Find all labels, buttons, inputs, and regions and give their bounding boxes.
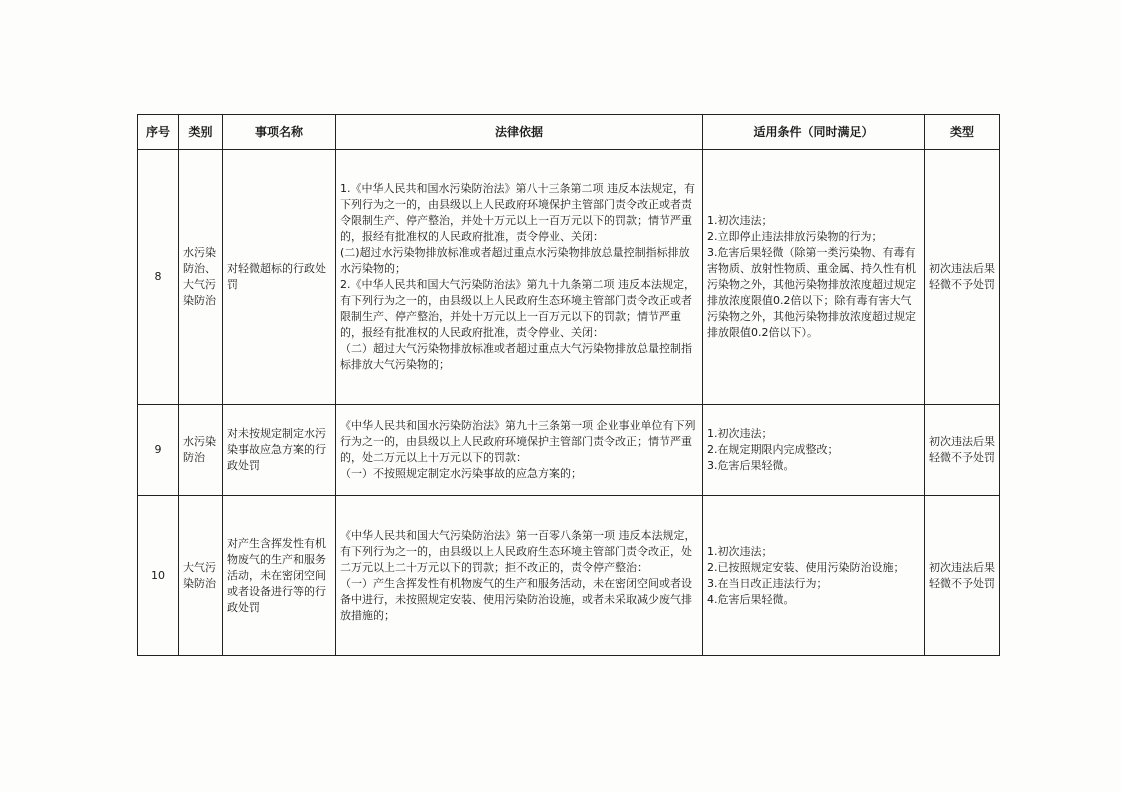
row-item: 对未按规定制定水污染事故应急方案的行政处罚: [223, 405, 336, 496]
row-conditions: [703, 405, 925, 496]
row-basis: [336, 496, 703, 656]
row-item: 对产生含挥发性有机物废气的生产和服务活动，未在密闭空间或者设备进行等的行政处罚: [223, 496, 336, 656]
header-no: 序号: [138, 115, 179, 150]
basis-paragraph: 2.《中华人民共和国大气污染防治法》第九十九条第二项 违反本法规定，有下列行为之一的，由县级以上人民政府生态环境主管部门责令改正或者限制生产、停产整治，并处十万元以上一百万元以下的罚款；情节严重的，报经有批准权的人民政府批准，责令停业、关闭：: [340, 278, 695, 339]
row-conditions: [703, 150, 925, 405]
condition-line: 2.已按照规定安装、使用污染防治设施；: [707, 560, 905, 574]
basis-paragraph: 《中华人民共和国水污染防治法》第九十三条第一项 企业事业单位有下列行为之一的，由县级以上人民政府环境保护主管部门责令改正；情节严重的，处二万元以上十万元以下的罚款：: [340, 419, 696, 464]
row-basis: [336, 405, 703, 496]
condition-line: 3.危害后果轻微（除第一类污染物、有毒有害物质、放射性物质、重金属、持久性有机污染物之外，其他污染物排放浓度超过规定排放浓度限值0.2倍以下；除有毒有害大气污染物之外，其他污染物排放浓度超过规定排放限值0.2倍以下）。: [707, 246, 916, 339]
header-conditions: 适用条件（同时满足）: [703, 115, 925, 150]
basis-paragraph: 1.《中华人民共和国水污染防治法》第八十三条第二项 违反本法规定，有下列行为之一的，由县级以上人民政府环境保护主管部门责令改正或者责令限制生产、停产整治，并处十万元以上一百万元以下的罚款；情节严重的，报经有批准权的人民政府批准，责令停业、关闭：: [340, 182, 695, 243]
header-category: 类别: [179, 115, 223, 150]
table-header-row: [138, 115, 1000, 150]
row-type: 初次违法后果轻微不予处罚: [925, 150, 1000, 405]
condition-line: 1.初次违法；: [707, 214, 773, 227]
row-item: 对轻微超标的行政处罚: [223, 150, 336, 405]
header-basis: 法律依据: [336, 115, 703, 150]
row-category: 大气污染防治: [179, 496, 223, 656]
condition-line: 2.立即停止违法排放污染物的行为；: [707, 230, 883, 243]
row-category: 水污染防治: [179, 405, 223, 496]
table-row: [138, 496, 1000, 656]
basis-paragraph: （一）不按照规定制定水污染事故的应急方案的；: [340, 467, 582, 480]
table-row: [138, 405, 1000, 496]
basis-paragraph: （二）超过大气污染物排放标准或者超过重点大气污染物排放总量控制指标排放大气污染物的；: [340, 342, 692, 371]
row-type: 初次违法后果轻微不予处罚: [925, 496, 1000, 656]
condition-line: 3.在当日改正违法行为；: [707, 576, 828, 590]
penalty-table: [137, 114, 1000, 656]
row-no: 8: [138, 150, 179, 405]
row-category: 水污染防治、大气污染防治: [179, 150, 223, 405]
condition-line: 2.在规定期限内完成整改；: [707, 443, 839, 456]
basis-paragraph: （一）产生含挥发性有机物废气的生产和服务活动，未在密闭空间或者设备中进行，未按照规定安装、使用污染防治设施，或者未采取减少废气排放措施的；: [340, 576, 692, 622]
basis-paragraph: 《中华人民共和国大气污染防治法》第一百零八条第一项 违反本法规定，有下列行为之一的，由县级以上人民政府生态环境主管部门责令改正，处二万元以上二十万元以下的罚款；拒不改正的，责令停产整治：: [340, 528, 696, 574]
condition-line: 4.危害后果轻微。: [707, 592, 795, 606]
table-row: [138, 150, 1000, 405]
condition-line: 1.初次违法；: [707, 427, 773, 440]
basis-paragraph: (二)超过水污染物排放标准或者超过重点水污染物排放总量控制指标排放水污染物的；: [340, 246, 690, 275]
row-conditions: [703, 496, 925, 656]
row-no: 9: [138, 405, 179, 496]
condition-line: 1.初次违法；: [707, 544, 773, 558]
row-basis: [336, 150, 703, 405]
row-type: 初次违法后果轻微不予处罚: [925, 405, 1000, 496]
header-item: 事项名称: [223, 115, 336, 150]
row-no: 10: [138, 496, 179, 656]
header-type: 类型: [925, 115, 1000, 150]
condition-line: 3.危害后果轻微。: [707, 459, 795, 472]
